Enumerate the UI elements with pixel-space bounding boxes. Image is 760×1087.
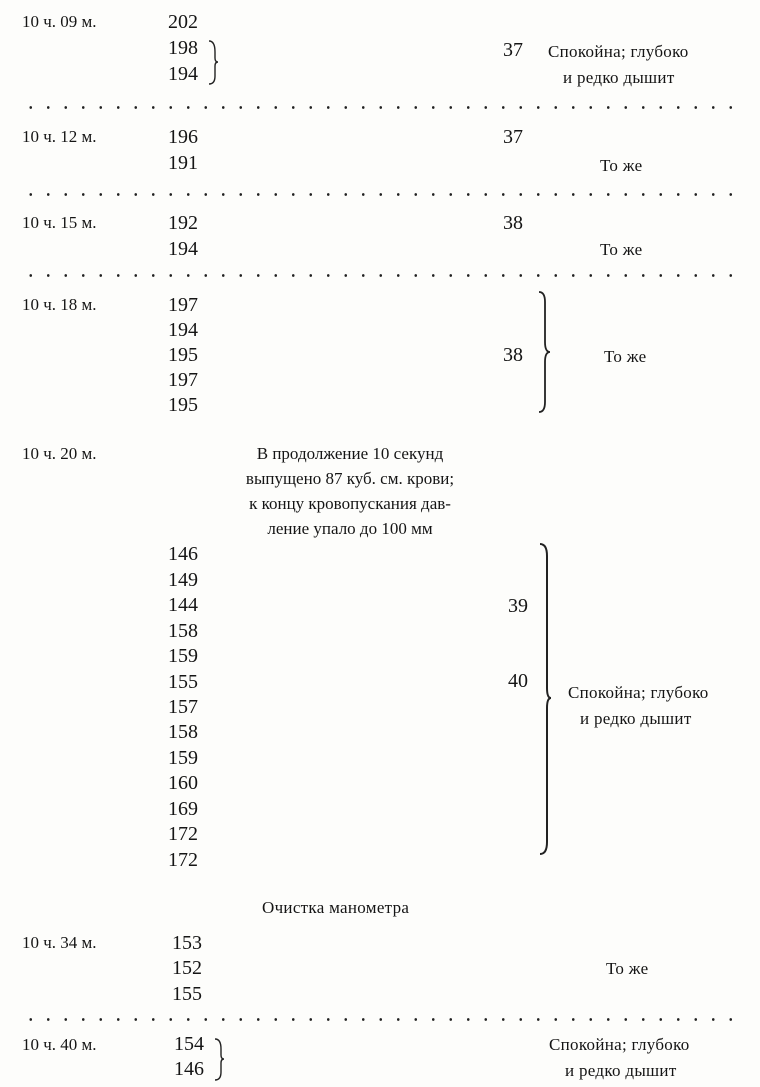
brace-icon <box>537 542 553 856</box>
bloodletting-text <box>200 441 500 541</box>
pressure-value: 152 <box>172 957 202 979</box>
status-note: и редко дышит <box>580 709 692 728</box>
pressure-value: 192 <box>168 212 198 234</box>
text-line: В продолжение 10 секунд <box>256 444 444 463</box>
time-label: 10 ч. 12 м. <box>22 127 97 146</box>
pressure-value: 202 <box>168 11 198 33</box>
pressure-value: 160 <box>168 772 198 794</box>
pressure-value: 198 <box>168 37 198 59</box>
text-line: выпущено 87 куб. см. крови; <box>245 469 455 488</box>
pressure-value: 172 <box>168 823 198 845</box>
pressure-value: 169 <box>168 798 198 820</box>
pulse-value: 38 <box>503 212 523 234</box>
text-line: ление упало до 100 мм <box>267 519 433 538</box>
pressure-value: 159 <box>168 645 198 667</box>
pressure-value: 154 <box>174 1033 204 1055</box>
dotted-divider <box>22 106 740 109</box>
pulse-value: 39 <box>508 595 528 617</box>
time-label: 10 ч. 20 м. <box>22 444 97 463</box>
status-note: То же <box>600 240 643 259</box>
pressure-value: 155 <box>172 983 202 1005</box>
time-label: 10 ч. 40 м. <box>22 1035 97 1054</box>
brace-icon <box>206 38 220 86</box>
pulse-value: 37 <box>503 39 523 61</box>
pressure-value: 197 <box>168 294 198 316</box>
section-heading: Очистка манометра <box>262 898 410 917</box>
status-note: То же <box>606 959 649 978</box>
time-label: 10 ч. 34 м. <box>22 933 97 952</box>
brace-icon <box>212 1036 226 1082</box>
time-label: 10 ч. 15 м. <box>22 213 97 232</box>
text-line: к концу кровопускания дав- <box>249 494 451 513</box>
dotted-divider <box>22 1018 740 1021</box>
pressure-value: 196 <box>168 126 198 148</box>
pressure-value: 194 <box>168 238 198 260</box>
status-note: и редко дышит <box>565 1061 677 1080</box>
status-note: и редко дышит <box>563 68 675 87</box>
pressure-value: 159 <box>168 747 198 769</box>
pressure-value: 146 <box>174 1058 204 1080</box>
pressure-value: 194 <box>168 63 198 85</box>
pulse-value: 40 <box>508 670 528 692</box>
brace-icon <box>536 290 552 414</box>
pressure-value: 158 <box>168 620 198 642</box>
status-note: То же <box>600 156 643 175</box>
pulse-value: 38 <box>503 344 523 366</box>
pressure-value: 191 <box>168 152 198 174</box>
pressure-value: 194 <box>168 319 198 341</box>
pressure-value: 197 <box>168 369 198 391</box>
pressure-value: 146 <box>168 543 198 565</box>
dotted-divider <box>22 193 740 196</box>
pressure-value: 158 <box>168 721 198 743</box>
status-note: То же <box>604 347 647 366</box>
time-label: 10 ч. 18 м. <box>22 295 97 314</box>
status-note: Спокойна; глубоко <box>568 683 709 702</box>
status-note: Спокойна; глубоко <box>548 42 689 61</box>
pressure-value: 172 <box>168 849 198 871</box>
status-note: Спокойна; глубоко <box>549 1035 690 1054</box>
pressure-value: 153 <box>172 932 202 954</box>
pressure-value: 149 <box>168 569 198 591</box>
time-label: 10 ч. 09 м. <box>22 12 97 31</box>
pressure-value: 155 <box>168 671 198 693</box>
pressure-value: 157 <box>168 696 198 718</box>
pressure-value: 195 <box>168 344 198 366</box>
pressure-value: 144 <box>168 594 198 616</box>
pressure-value: 195 <box>168 394 198 416</box>
dotted-divider <box>22 274 740 277</box>
pulse-value: 37 <box>503 126 523 148</box>
